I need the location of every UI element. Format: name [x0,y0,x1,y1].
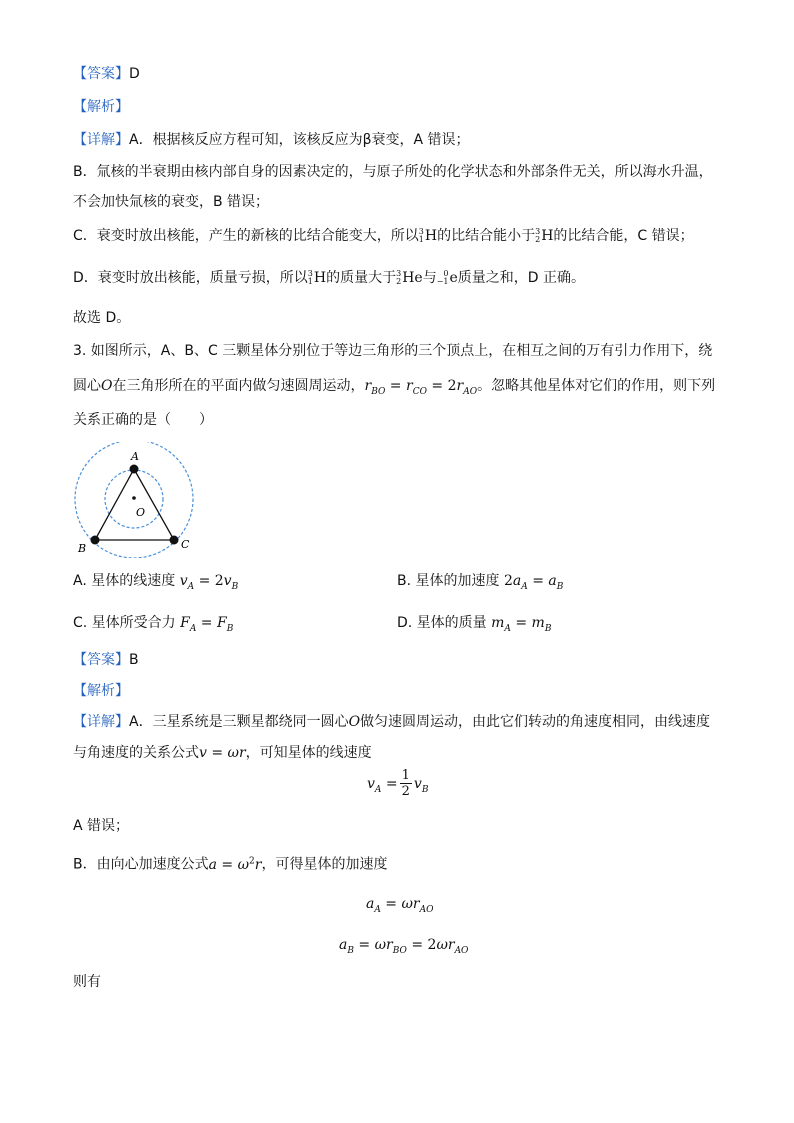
answer-tag: 【答案】 [73,66,129,82]
label-b: B [78,542,87,555]
c-text-2: 的比结合能小于 [437,228,536,244]
a-wrong-line: A 错误； [73,818,130,834]
nuclide-symbol: H [313,270,327,286]
c-text-3: 的比结合能，C 错误； [553,228,694,244]
b2-text-2: ，可得星体的加速度 [261,856,388,873]
nuclide-symbol: H [541,228,554,244]
detail-line-d [73,268,585,288]
detail2-text-1: A．三星系统是三颗星都绕同一圆心 [129,714,349,730]
option-b-text: B. 星体的加速度 [397,573,500,589]
q3-text-2: 在三角形所在的平面内做匀速圆周运动， [112,378,365,394]
option-c-formula: $F_A = F_B$ [180,615,234,634]
nuclide-symbol: e [449,270,458,286]
answer-value: D [129,66,140,82]
nuclide-h3-a: 3 1 [418,227,424,244]
option-b [397,571,563,597]
star-c [170,536,179,545]
equation-aa: $a_A = \omega r_{AO}$ [366,896,434,915]
label-c: C [181,538,190,551]
q3-o-symbol: O [101,378,113,394]
star-a [130,465,139,474]
detail2-line-1 [73,712,710,732]
d-text-2: 的质量大于 [326,270,397,286]
v-omega-r-formula: v = ωr [199,745,246,761]
then-line: 则有 [73,974,101,990]
d-text-1: D．衰变时放出核能，质量亏损，所以 [73,270,308,286]
answer-line-2 [73,650,139,670]
answer-line-1 [73,64,140,84]
option-d-text: D. 星体的质量 [397,615,487,631]
answer-tag: 【答案】 [73,652,129,668]
detail2-line-2 [73,743,372,763]
nuclide-symbol: He [402,270,423,286]
option-b-formula: $2a_A = a_B$ [503,573,564,592]
d-text-4: 质量之和，D 正确。 [457,270,586,286]
d-text-3: 与 [422,270,437,286]
question-3-line-1: 3. 如图所示，A、B、C 三颗星体分别位于等边三角形的三个顶点上，在相互之间的万有引力作用下，绕 [73,343,713,359]
detail2-text-4: ，可知星体的线速度 [245,745,372,761]
detail-tag: 【详解】 [73,132,129,148]
option-c-text: C. 星体所受合力 [73,615,176,631]
analysis-tag: 【解析】 [73,99,129,115]
detail-a-text: A．根据核反应方程可知，该核反应为β衰变，A 错误； [129,132,470,148]
three-star-figure [70,442,200,558]
nuclide-symbol: H [424,228,438,244]
question-3-line-2 [73,376,715,402]
detail2-text-2: 做匀速圆周运动，由此它们转动的角速度相同，由线速度 [360,714,711,730]
question-3-line-3: 关系正确的是（ ） [73,412,213,428]
option-a-formula: $v_A = 2v_B$ [179,573,239,592]
nuclide-h3-b: 3 2 [535,227,541,244]
star-b [91,536,100,545]
option-c [73,613,233,639]
nuclide-h3: 3 1 [307,269,313,286]
detail-line-c [73,226,694,246]
center-point [132,496,136,500]
q3-text-3: 。忽略其他星体对它们的作用，则下列 [477,378,716,394]
q3-text-1: 圆心 [73,378,101,394]
label-a: A [131,450,139,463]
equation-ab: $a_B = \omega r_{BO} = 2\omega r_{AO}$ [339,937,469,956]
analysis-heading-1 [73,97,129,117]
b2-text-1: B．由向心加速度公式 [73,856,209,873]
nuclide-electron: 0 −1 [436,269,449,286]
detail-line-b1: B．氚核的半衰期由核内部自身的因素决定的，与原子所处的化学状态和外部条件无关，所以海水升温， [73,164,713,180]
option-d [397,613,551,639]
c-text-1: C．衰变时放出核能，产生的新核的比结合能变大，所以 [73,228,419,244]
analysis-heading-2 [73,681,129,701]
label-o: O [136,506,146,519]
option-d-formula: $m_A = m_B$ [491,615,552,634]
choose-line: 故选 D。 [73,310,131,326]
nuclide-he3: 3 2 [396,269,402,286]
analysis-tag: 【解析】 [73,683,129,699]
detail-line-a [73,130,470,150]
centripetal-formula: $a = \omega^2r$ [208,856,262,873]
answer-value: B [129,652,139,668]
o-symbol: O [348,714,361,730]
q3-radius-relation: $r_{BO} = r_{CO} = 2r_{AO}$ [364,378,478,397]
detail2-text-3: 与角速度的关系公式 [73,745,199,761]
detail2-line-b [73,851,387,875]
equation-va: $v_A$ = $\frac{1}{2}$ $v_B$ [367,768,429,799]
detail-tag: 【详解】 [73,714,129,730]
detail-line-b2: 不会加快氚核的衰变，B 错误； [73,194,270,210]
option-a-text: A. 星体的线速度 [73,573,176,589]
option-a [73,571,238,597]
